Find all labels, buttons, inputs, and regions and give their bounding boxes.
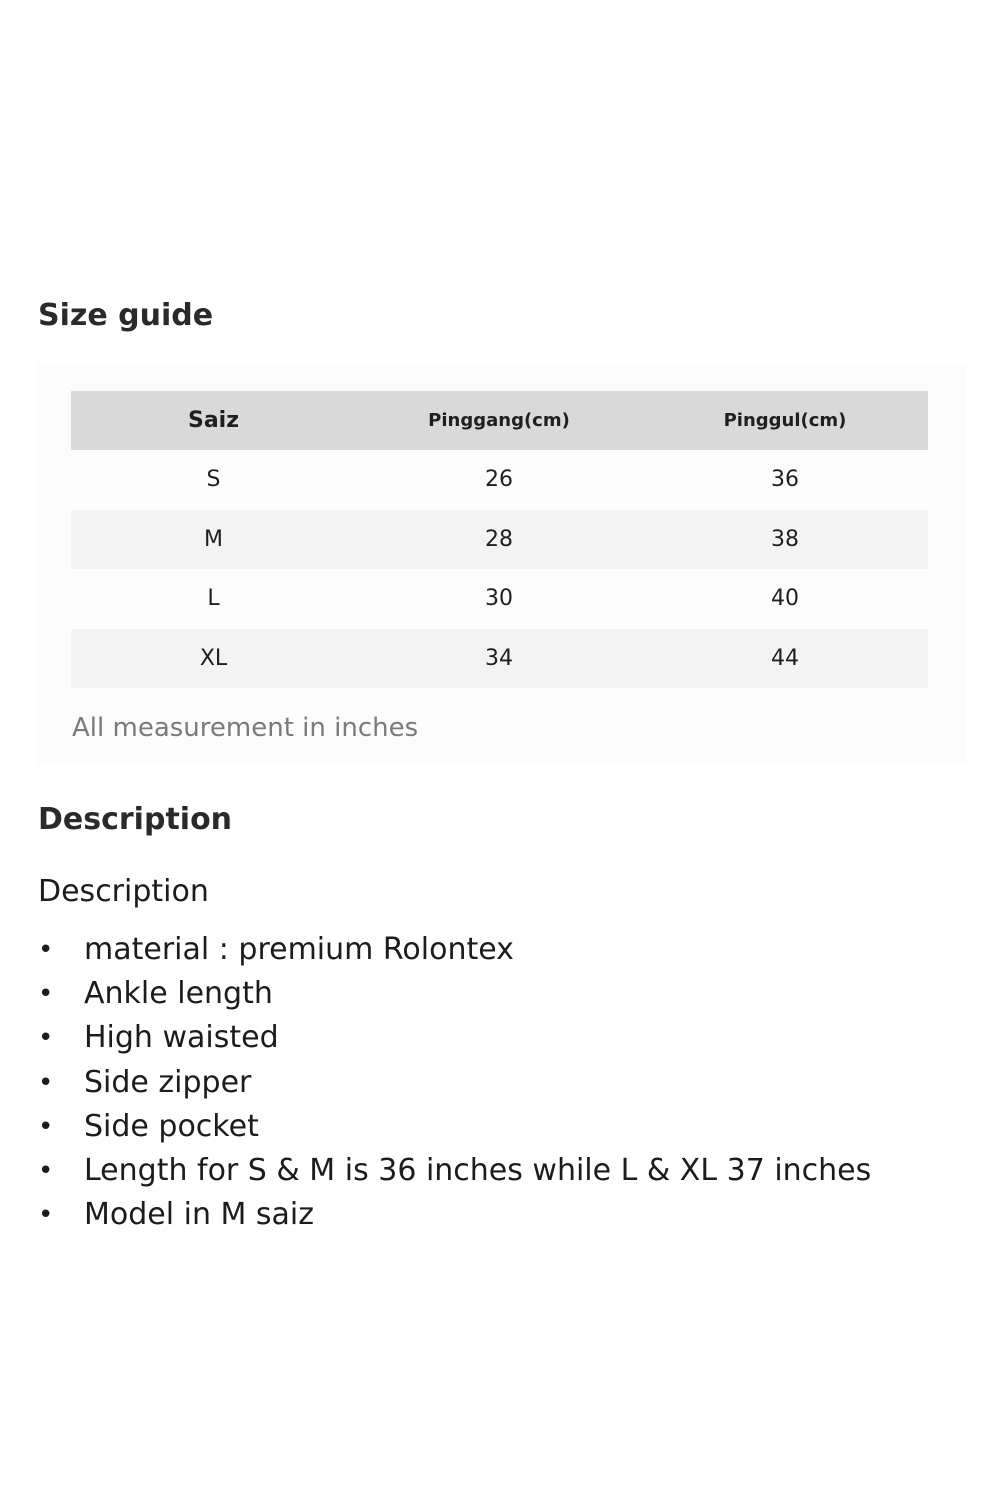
header-saiz: Saiz [187, 408, 240, 433]
list-item-text: material : premium Rolontex [84, 932, 514, 967]
cell-pinggang: 34 [485, 645, 513, 671]
table-row [71, 510, 928, 570]
cell-pinggul: 38 [771, 526, 799, 552]
cell-saiz: XL [199, 645, 228, 671]
cell-pinggul: 36 [771, 467, 799, 493]
size-table [71, 391, 928, 688]
list-item [0, 1193, 1000, 1237]
table-row [71, 629, 928, 689]
size-guide-heading: Size guide [38, 298, 214, 333]
bullet-icon: • [38, 979, 54, 1010]
size-guide-card [36, 364, 966, 764]
bullet-icon: • [38, 1200, 54, 1231]
size-table-header-row [71, 391, 928, 450]
list-item [0, 1016, 1000, 1060]
cell-pinggul: 40 [771, 586, 799, 612]
description-list [0, 928, 1000, 1237]
cell-pinggul: 44 [771, 645, 799, 671]
description-subtitle: Description [38, 874, 209, 909]
bullet-icon: • [38, 935, 54, 965]
cell-saiz: L [207, 586, 220, 612]
list-item-text: Side pocket [84, 1108, 259, 1144]
list-item [0, 972, 1000, 1016]
list-item [0, 1061, 1000, 1105]
cell-pinggang: 30 [485, 586, 513, 612]
list-item-text: Length for S & M is 36 inches while L & XL 37 inches [84, 1152, 872, 1188]
cell-pinggang: 28 [485, 526, 513, 552]
table-row [71, 450, 928, 510]
bullet-icon: • [38, 1111, 54, 1142]
bullet-icon: • [38, 1023, 54, 1054]
header-pinggul: Pinggul(cm) [723, 410, 847, 431]
list-item [0, 1149, 1000, 1193]
bullet-icon: • [38, 1155, 54, 1186]
list-item [0, 928, 1000, 972]
list-item [0, 1105, 1000, 1149]
cell-pinggang: 26 [485, 467, 513, 493]
bullet-icon: • [38, 1067, 54, 1098]
cell-saiz: M [204, 526, 223, 552]
list-item-text: High waisted [84, 1020, 279, 1056]
table-row [71, 569, 928, 629]
list-item-text: Side zipper [84, 1064, 252, 1100]
measurement-note: All measurement in inches [72, 713, 419, 743]
list-item-text: Model in M saiz [84, 1197, 315, 1233]
list-item-text: Ankle length [84, 976, 273, 1012]
cell-saiz: S [206, 467, 221, 493]
header-pinggang: Pinggang(cm) [428, 410, 570, 431]
description-heading: Description [38, 802, 233, 837]
